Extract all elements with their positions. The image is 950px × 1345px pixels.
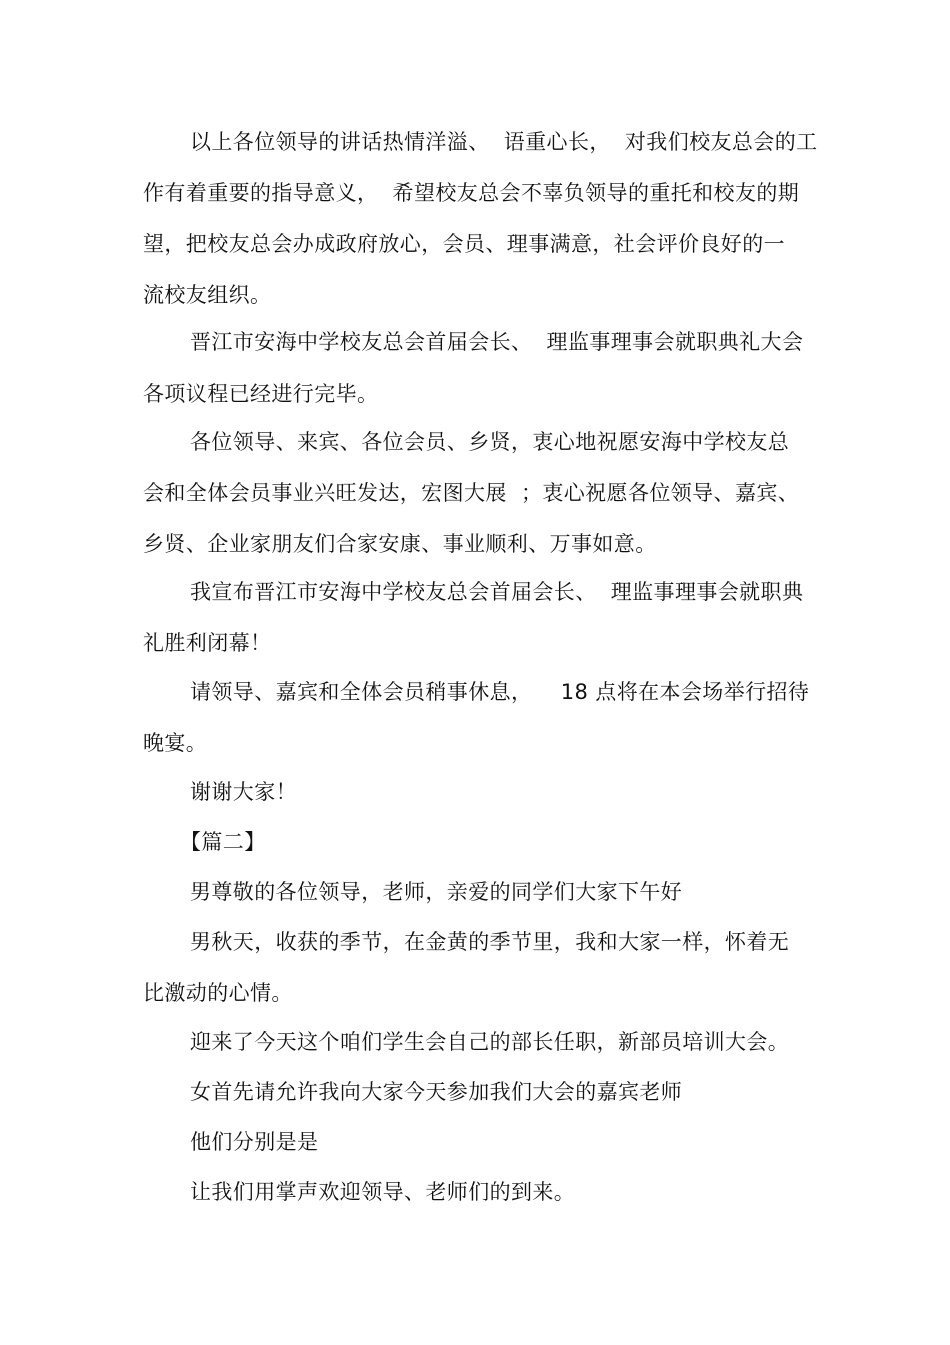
text-line: 以上各位领导的讲话热情洋溢、 语重心长， 对我们校友总会的工 [190,130,818,154]
text-line: 乡贤、企业家朋友们合家安康、事业顺利、万事如意。 [143,532,657,556]
text-line: 男尊敬的各位领导，老师，亲爱的同学们大家下午好 [190,880,683,904]
text-line: 望，把校友总会办成政府放心，会员、理事满意，社会评价良好的一 [143,232,785,256]
text-line: 让我们用掌声欢迎领导、老师们的到来。 [190,1180,576,1204]
section-heading: 【篇二】 [180,830,266,854]
text-line: 我宣布晋江市安海中学校友总会首届会长、 理监事理事会就职典 [190,580,804,604]
text-line: 晚宴。 [143,731,208,755]
text-line: 请领导、嘉宾和全体会员稍事休息， 18 点将在本会场举行招待 [190,680,810,704]
text-line: 流校友组织。 [143,283,272,307]
text-line: 各项议程已经进行完毕。 [143,382,379,406]
text-line: 晋江市安海中学校友总会首届会长、 理监事理事会就职典礼大会 [190,330,804,354]
text-line: 他们分别是是 [190,1130,319,1154]
text-line: 谢谢大家！ [190,780,297,804]
text-line: 各位领导、来宾、各位会员、乡贤，衷心地祝愿安海中学校友总 [190,430,790,454]
text-line: 礼胜利闭幕！ [143,631,272,655]
text-line: 作有着重要的指导意义， 希望校友总会不辜负领导的重托和校友的期 [143,181,800,205]
text-line: 比激动的心情。 [143,981,293,1005]
text-line: 会和全体会员事业兴旺发达，宏图大展 ；衷心祝愿各位领导、嘉宾、 [143,481,800,505]
text-line: 男秋天，收获的季节，在金黄的季节里，我和大家一样，怀着无 [190,930,790,954]
text-line: 迎来了今天这个咱们学生会自己的部长任职，新部员培训大会。 [190,1030,790,1054]
text-line: 女首先请允许我向大家今天参加我们大会的嘉宾老师 [190,1080,683,1104]
